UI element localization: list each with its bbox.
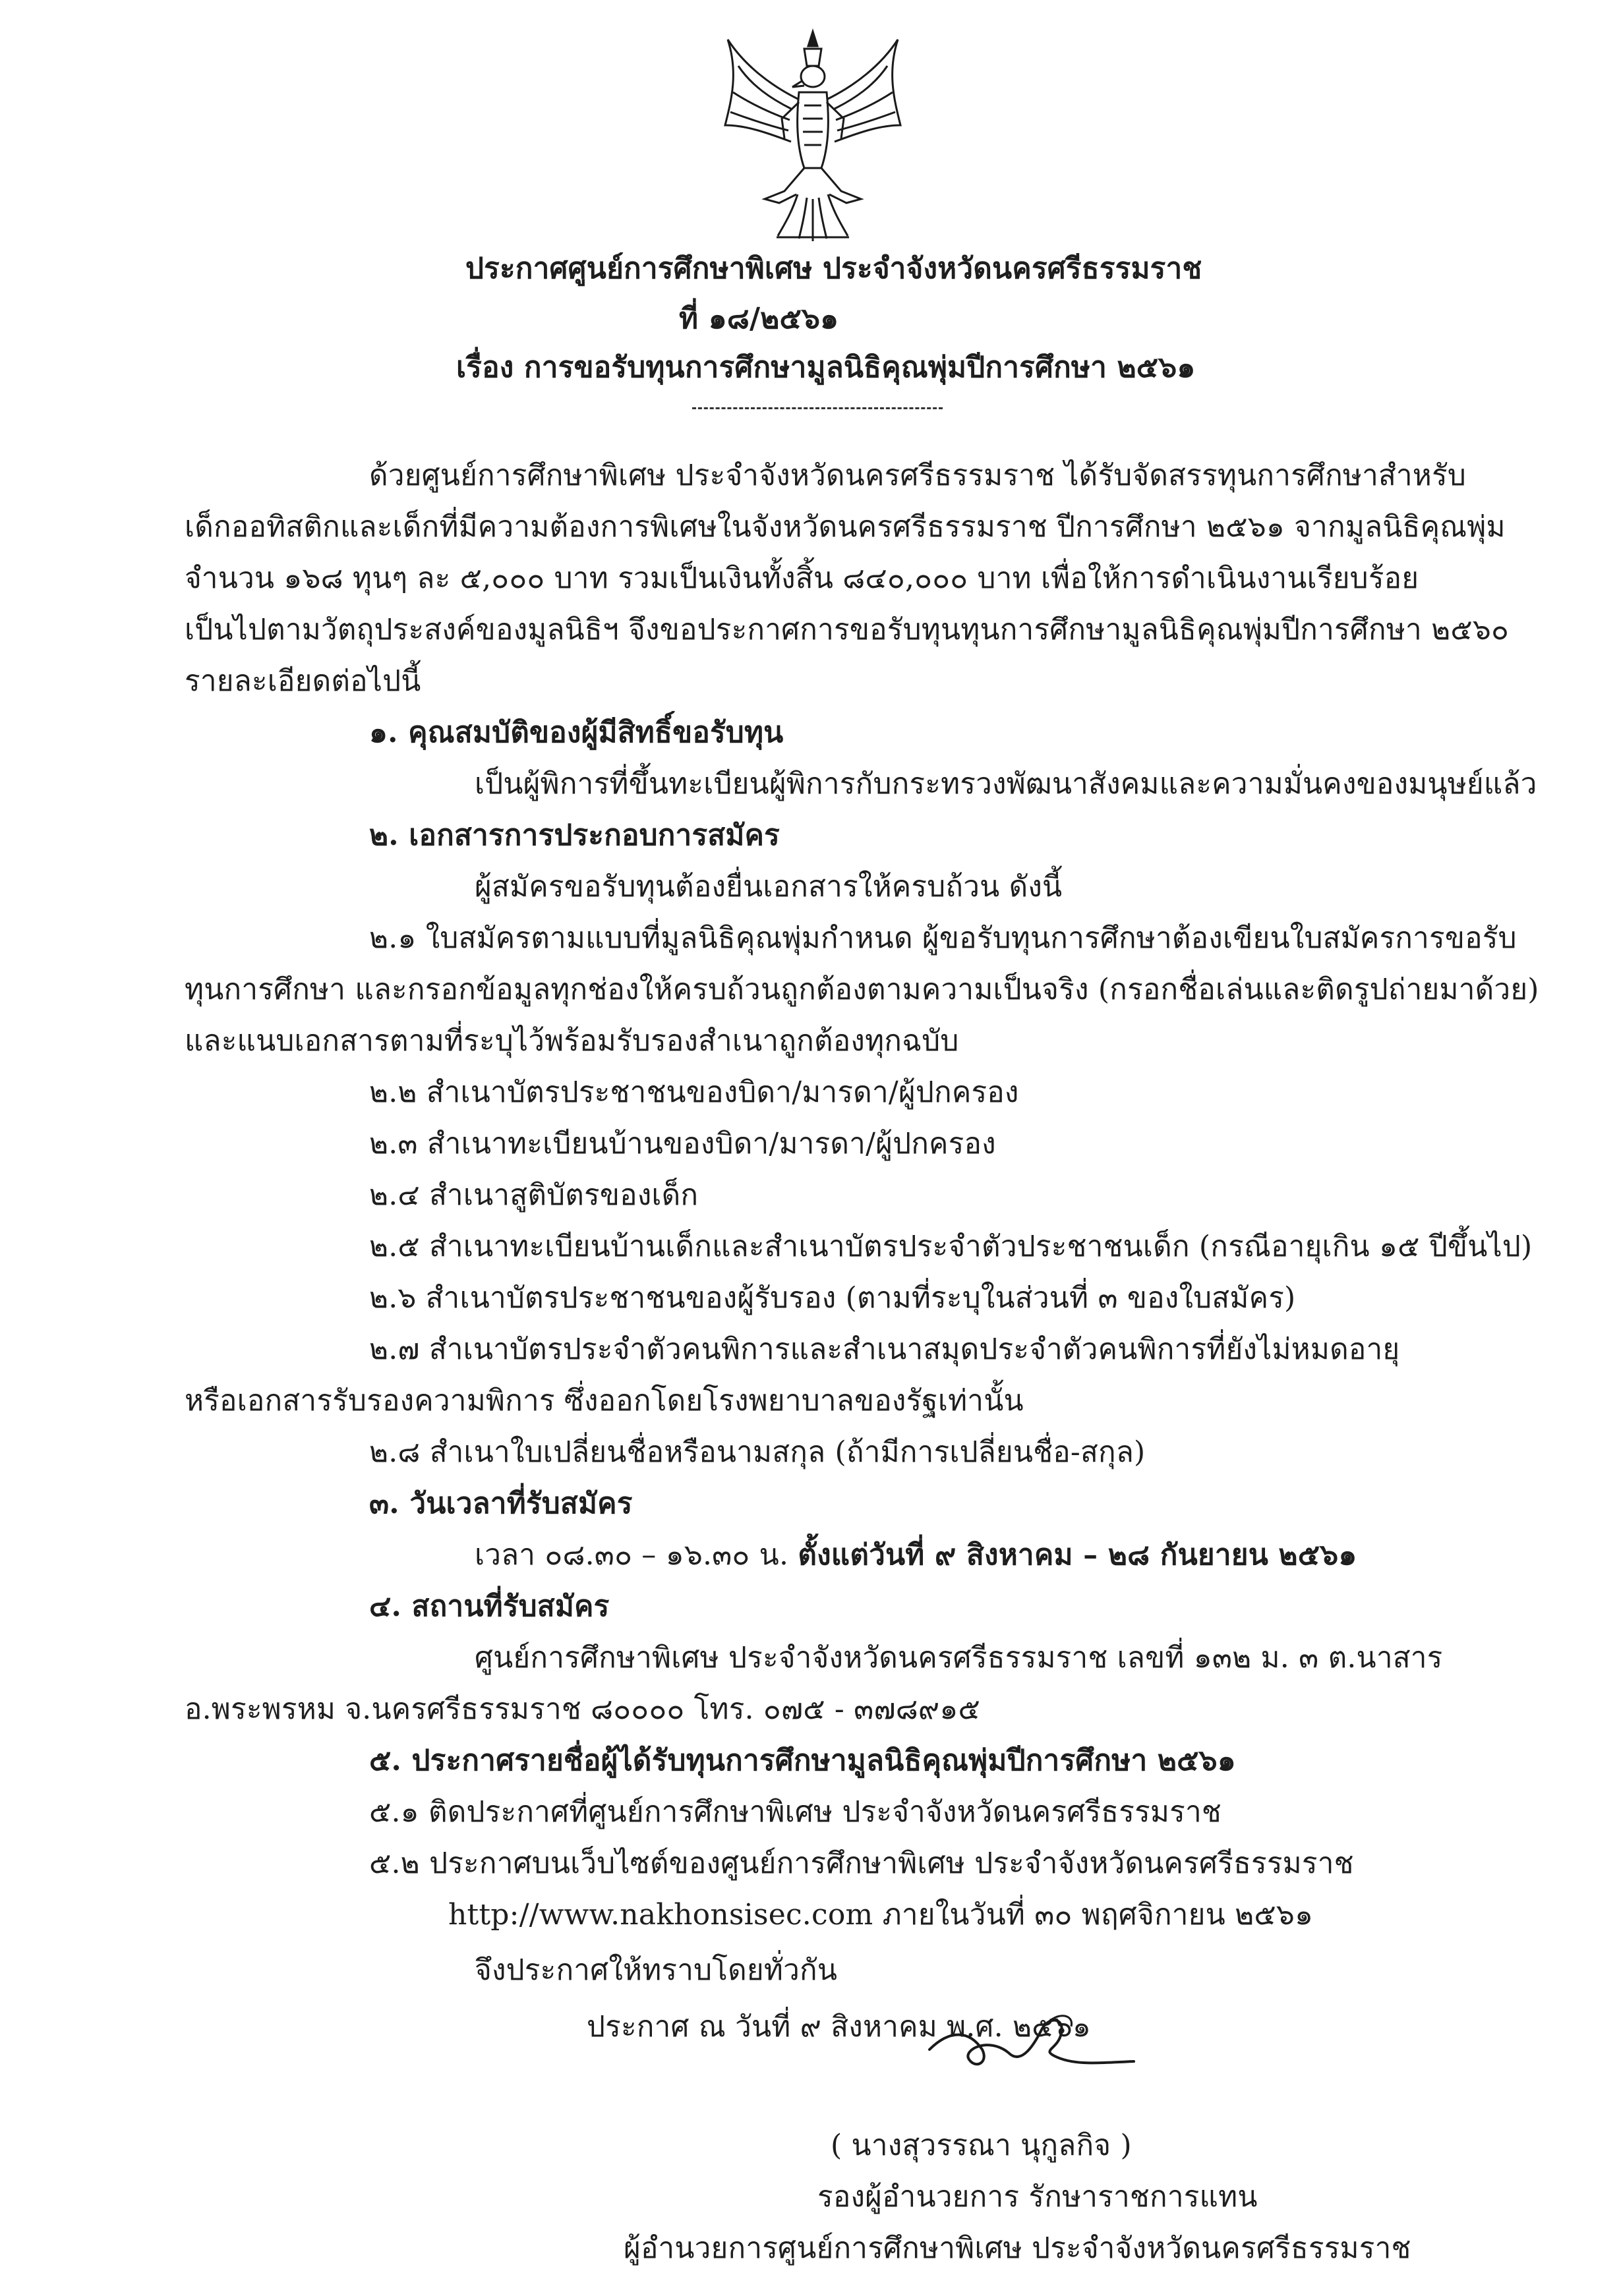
section-5-item-2: ๕.๒ ประกาศบนเว็บไซต์ของศูนย์การศึกษาพิเศษ ประจำจังหวัดนครศรีธรรมราช xyxy=(369,1847,1354,1880)
document-number: ที่ ๑๘/๒๕๖๑ xyxy=(679,302,839,335)
signer-position-1: รองผู้อำนวยการ รักษาราชการแทน xyxy=(817,2180,1258,2214)
document-subject: เรื่อง การขอรับทุนการศึกษามูลนิธิคุณพุ่มปีการศึกษา ๒๕๖๑ xyxy=(456,351,1196,384)
section-2-item-3: ๒.๓ สำเนาทะเบียนบ้านของบิดา/มารดา/ผู้ปกครอง xyxy=(369,1127,996,1161)
section-2-item-7-line-1: ๒.๗ สำเนาบัตรประจำตัวคนพิการและสำเนาสมุดประจำตัวคนพิการที่ยังไม่หมดอายุ xyxy=(369,1333,1400,1366)
signer-name: ( นางสุวรรณา นุกูลกิจ ) xyxy=(831,2129,1132,2162)
section-5-item-1: ๕.๑ ติดประกาศที่ศูนย์การศึกษาพิเศษ ประจำจังหวัดนครศรีธรรมราช xyxy=(369,1795,1222,1829)
section-3-time-line xyxy=(475,1535,1357,1575)
section-5-website: http://www.nakhonsisec.com ภายในวันที่ ๓๐ พฤศจิกายน ๒๕๖๑ xyxy=(448,1898,1314,1932)
intro-line-5: รายละเอียดต่อไปนี้ xyxy=(185,664,421,698)
section-2-item-1-line-2: ทุนการศึกษา และกรอกข้อมูลทุกช่องให้ครบถ้วนถูกต้องตามความเป็นจริง (กรอกชื่อเล่นและติดรูปถ่ายมาด้วย) xyxy=(185,973,1539,1006)
section-4-address-line-2: อ.พระพรหม จ.นครศรีธรรมราช ๘๐๐๐๐ โทร. ๐๗๕ - ๓๗๘๙๑๕ xyxy=(185,1692,980,1726)
section-1-heading: ๑. คุณสมบัติของผู้มีสิทธิ์ขอรับทุน xyxy=(369,716,784,749)
section-2-item-5: ๒.๕ สำเนาทะเบียนบ้านเด็กและสำเนาบัตรประจำตัวประชาชนเด็ก (กรณีอายุเกิน ๑๕ ปีขึ้นไป) xyxy=(369,1230,1533,1263)
section-4-heading: ๔. สถานที่รับสมัคร xyxy=(369,1590,610,1623)
section-2-item-7-line-2: หรือเอกสารรับรองความพิการ ซึ่งออกโดยโรงพยาบาลของรัฐเท่านั้น xyxy=(185,1384,1024,1418)
section-3-heading: ๓. วันเวลาที่รับสมัคร xyxy=(369,1487,633,1520)
document-title: ประกาศศูนย์การศึกษาพิเศษ ประจำจังหวัดนครศรีธรรมราช xyxy=(465,252,1202,285)
intro-line-3: จำนวน ๑๖๘ ทุนๆ ละ ๕,๐๐๐ บาท รวมเป็นเงินทั้งสิ้น ๘๔๐,๐๐๐ บาท เพื่อให้การดำเนินงานเรียบร้อย xyxy=(185,561,1419,595)
garuda-emblem-icon xyxy=(719,26,907,244)
section-3-time: เวลา ๐๘.๓๐ – ๑๖.๓๐ น. xyxy=(475,1538,789,1572)
section-2-lead: ผู้สมัครขอรับทุนต้องยื่นเอกสารให้ครบถ้วน ดังนี้ xyxy=(475,870,1063,904)
section-2-item-4: ๒.๔ สำเนาสูติบัตรของเด็ก xyxy=(369,1178,699,1212)
section-4-address-line-1: ศูนย์การศึกษาพิเศษ ประจำจังหวัดนครศรีธรรมราช เลขที่ ๑๓๒ ม. ๓ ต.นาสาร xyxy=(475,1641,1443,1675)
announcement-date: ประกาศ ณ วันที่ ๙ สิงหาคม พ.ศ. ๒๕๖๑ xyxy=(587,2010,1091,2044)
section-2-heading: ๒. เอกสารการประกอบการสมัคร xyxy=(369,818,780,852)
section-1-text: เป็นผู้พิการที่ขึ้นทะเบียนผู้พิการกับกระทรวงพัฒนาสังคมและความมั่นคงของมนุษย์แล้ว xyxy=(475,767,1537,801)
section-2-item-1-line-3: และแนบเอกสารตามที่ระบุไว้พร้อมรับรองสำเนาถูกต้องทุกฉบับ xyxy=(185,1024,959,1058)
section-2-item-8: ๒.๘ สำเนาใบเปลี่ยนชื่อหรือนามสกุล (ถ้ามีการเปลี่ยนชื่อ-สกุล) xyxy=(369,1435,1146,1469)
signer-position-2: ผู้อำนวยการศูนย์การศึกษาพิเศษ ประจำจังหวัดนครศรีธรรมราช xyxy=(624,2231,1411,2265)
intro-line-4: เป็นไปตามวัตถุประสงค์ของมูลนิธิฯ จึงขอประกาศการขอรับทุนทุนการศึกษามูลนิธิคุณพุ่มปีการศึกษา ๒๕๖๐ xyxy=(185,613,1510,646)
section-2-item-6: ๒.๖ สำเนาบัตรประชาชนของผู้รับรอง (ตามที่ระบุในส่วนที่ ๓ ของใบสมัคร) xyxy=(369,1281,1296,1315)
closing-statement: จึงประกาศให้ทราบโดยทั่วกัน xyxy=(475,1953,838,1987)
section-2-item-1-line-1: ๒.๑ ใบสมัครตามแบบที่มูลนิธิคุณพุ่มกำหนด ผู้ขอรับทุนการศึกษาต้องเขียนใบสมัครการขอรับ xyxy=(369,921,1517,955)
section-3-dates: ตั้งแต่วันที่ ๙ สิงหาคม – ๒๘ กันยายน ๒๕๖๑ xyxy=(798,1538,1357,1572)
section-5-heading: ๕. ประกาศรายชื่อผู้ได้รับทุนการศึกษามูลนิธิคุณพุ่มปีการศึกษา ๒๕๖๑ xyxy=(369,1744,1236,1777)
signature-icon xyxy=(923,2003,1140,2082)
header-divider xyxy=(692,407,943,409)
intro-line-1: ด้วยศูนย์การศึกษาพิเศษ ประจำจังหวัดนครศรีธรรมราช ได้รับจัดสรรทุนการศึกษาสำหรับ xyxy=(369,459,1466,492)
section-2-item-2: ๒.๒ สำเนาบัตรประชาชนของบิดา/มารดา/ผู้ปกครอง xyxy=(369,1076,1019,1109)
intro-line-2: เด็กออทิสติกและเด็กที่มีความต้องการพิเศษในจังหวัดนครศรีธรรมราช ปีการศึกษา ๒๕๖๑ จากมูลนิธิคุณพุ่ม xyxy=(185,510,1506,544)
